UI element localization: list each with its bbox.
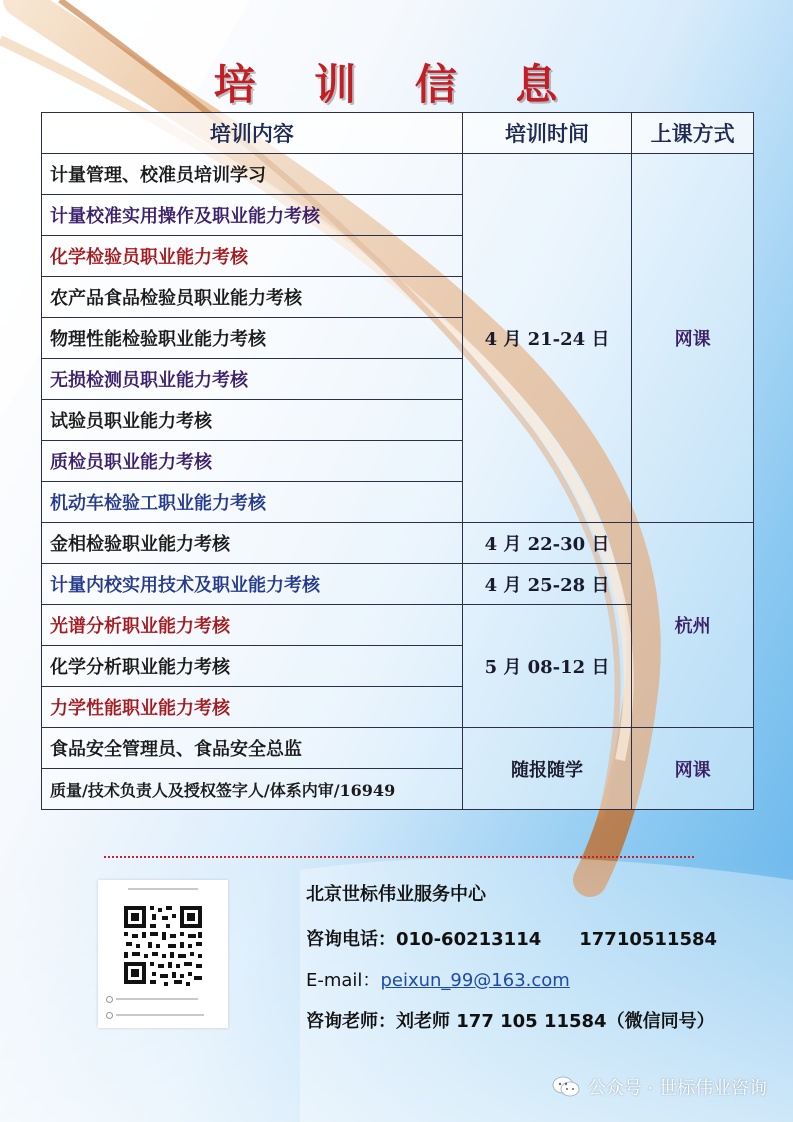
- course-name: 力学性能职业能力考核: [42, 687, 463, 728]
- email-link[interactable]: peixun_99@163.com: [380, 970, 570, 991]
- header-time: 培训时间: [462, 113, 632, 154]
- course-time: 4 月 22-30 日: [462, 523, 632, 564]
- course-name: 机动车检验工职业能力考核: [42, 482, 463, 523]
- course-name: 化学分析职业能力考核: [42, 646, 463, 687]
- course-name: 试验员职业能力考核: [42, 400, 463, 441]
- qr-bullet-icon: [106, 1012, 113, 1019]
- qr-note-line: [116, 998, 198, 1000]
- phone-number-1[interactable]: 010-60213114: [396, 929, 542, 950]
- phone-line: [306, 925, 717, 951]
- table-row: [42, 523, 754, 564]
- course-time: 随报随学: [462, 728, 632, 810]
- course-mode: 网课: [632, 154, 754, 523]
- page-title: 培 训 信 息: [213, 60, 580, 109]
- dotted-divider: [104, 856, 694, 858]
- footer-watermark: [552, 1074, 767, 1100]
- course-time: 4 月 21-24 日: [462, 154, 632, 523]
- table-header-row: [42, 113, 754, 154]
- course-name: 物理性能检验职业能力考核: [42, 318, 463, 359]
- header-mode: 上课方式: [632, 113, 754, 154]
- qr-header-text: [128, 888, 198, 890]
- teacher-line: [306, 1007, 715, 1033]
- course-name: 光谱分析职业能力考核: [42, 605, 463, 646]
- footer-text: 公众号 · 世标伟业咨询: [587, 1078, 767, 1099]
- course-mode: 杭州: [632, 523, 754, 728]
- course-name: 农产品食品检验员职业能力考核: [42, 277, 463, 318]
- course-name: 无损检测员职业能力考核: [42, 359, 463, 400]
- course-name: 化学检验员职业能力考核: [42, 236, 463, 277]
- qr-bullet-icon: [106, 996, 113, 1003]
- email-label: E-mail：: [306, 970, 381, 991]
- qr-code: [122, 904, 204, 986]
- email-line: [306, 966, 570, 992]
- course-name: 计量内校实用技术及职业能力考核: [42, 564, 463, 605]
- course-name: 质检员职业能力考核: [42, 441, 463, 482]
- training-schedule-table: [41, 112, 754, 810]
- course-name: 计量管理、校准员培训学习: [42, 154, 463, 195]
- course-name: 计量校准实用操作及职业能力考核: [42, 195, 463, 236]
- course-time: 5 月 08-12 日: [462, 605, 632, 728]
- phone-number-2[interactable]: 17710511584: [579, 929, 718, 950]
- header-content: 培训内容: [42, 113, 463, 154]
- org-name: 北京世标伟业服务中心: [306, 884, 486, 905]
- table-row: [42, 154, 754, 195]
- course-name: 质量/技术负责人及授权签字人/体系内审/16949: [42, 769, 463, 810]
- course-time: 4 月 25-28 日: [462, 564, 632, 605]
- qr-note-line: [116, 1014, 204, 1016]
- wechat-icon: [552, 1076, 580, 1098]
- course-mode: 网课: [632, 728, 754, 810]
- qr-card[interactable]: [98, 880, 228, 1028]
- teacher-contact: 刘老师 177 105 11584（微信同号）: [396, 1011, 715, 1032]
- course-name: 金相检验职业能力考核: [42, 523, 463, 564]
- phone-label: 咨询电话：: [306, 929, 396, 950]
- course-name: 食品安全管理员、食品安全总监: [42, 728, 463, 769]
- teacher-label: 咨询老师：: [306, 1011, 396, 1032]
- table-row: [42, 728, 754, 769]
